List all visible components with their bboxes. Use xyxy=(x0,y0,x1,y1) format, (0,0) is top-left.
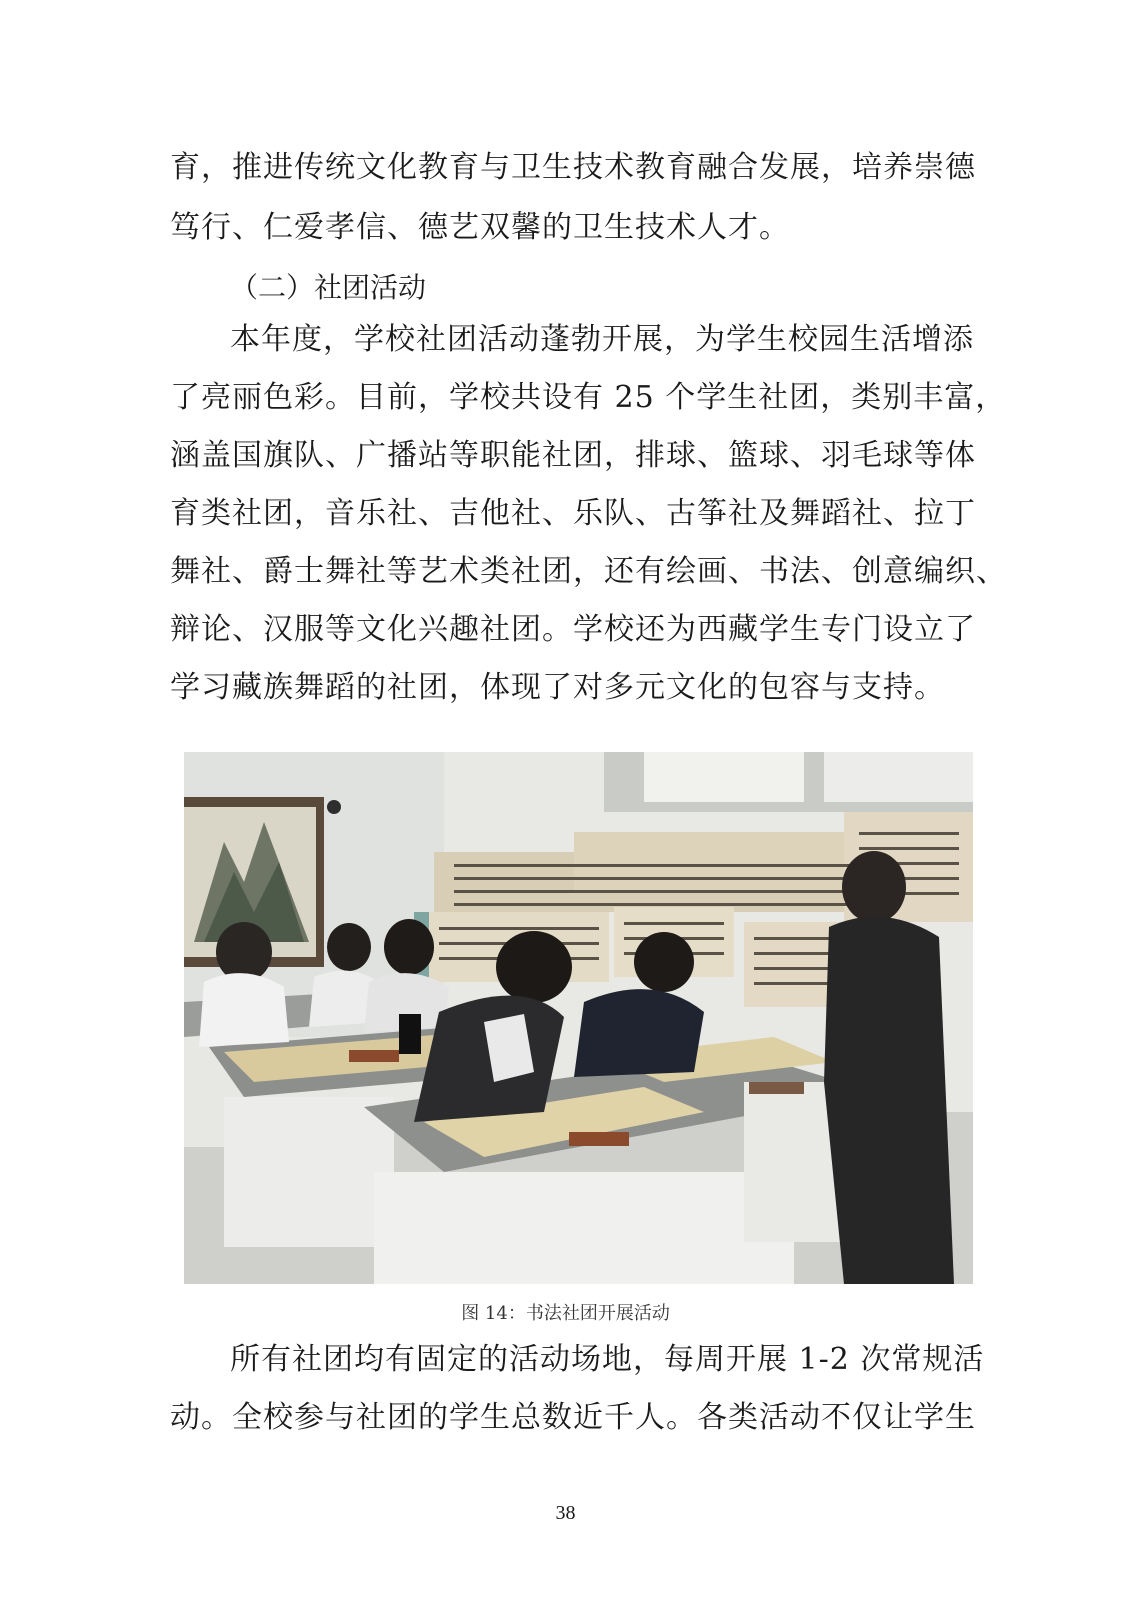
calligraphy-club-photo xyxy=(184,752,973,1284)
paragraph-line: 涵盖国旗队、广播站等职能社团，排球、篮球、羽毛球等体 xyxy=(170,438,976,473)
paragraph-first-line: 所有社团均有固定的活动场地，每周开展 1-2 次常规活 xyxy=(230,1342,985,1377)
figure-caption: 图 14：书法社团开展活动 xyxy=(461,1303,670,1324)
paragraph-line: 舞社、爵士舞社等艺术类社团，还有绘画、书法、创意编织、 xyxy=(170,554,1007,589)
paragraph-line: 笃行、仁爱孝信、德艺双馨的卫生技术人才。 xyxy=(170,210,790,245)
paragraph-first-line: 本年度，学校社团活动蓬勃开展，为学生校园生活增添 xyxy=(230,322,974,357)
paragraph-line: 育，推进传统文化教育与卫生技术教育融合发展，培养崇德 xyxy=(170,150,976,185)
paragraph-line: 动。全校参与社团的学生总数近千人。各类活动不仅让学生 xyxy=(170,1400,976,1435)
paragraph-line: 学习藏族舞蹈的社团，体现了对多元文化的包容与支持。 xyxy=(170,670,945,705)
paragraph-line: 辩论、汉服等文化兴趣社团。学校还为西藏学生专门设立了 xyxy=(170,612,976,647)
page-number: 38 xyxy=(555,1502,576,1524)
paragraph-line: 育类社团，音乐社、吉他社、乐队、古筝社及舞蹈社、拉丁 xyxy=(170,496,976,531)
paragraph-line: 了亮丽色彩。目前，学校共设有 25 个学生社团，类别丰富， xyxy=(170,380,1007,415)
section-heading: （二）社团活动 xyxy=(230,271,427,304)
